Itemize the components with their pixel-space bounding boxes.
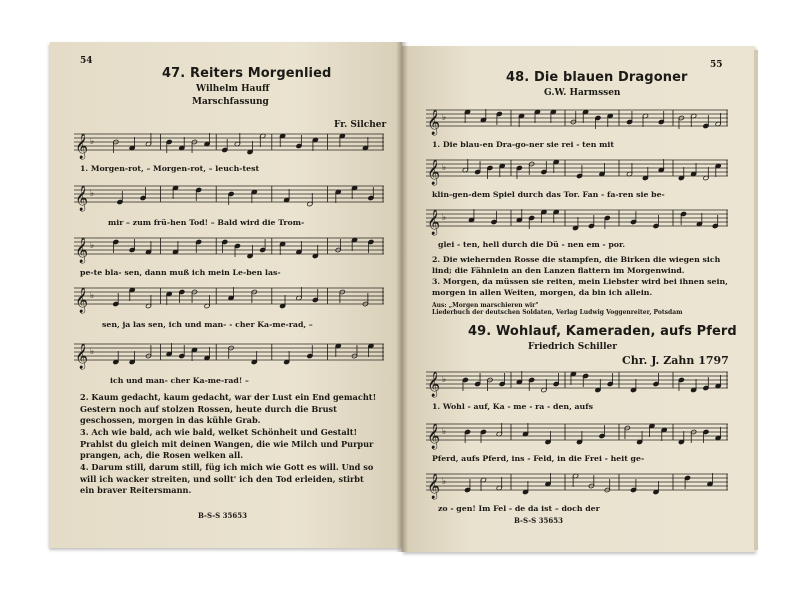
svg-text:♭: ♭	[442, 427, 447, 437]
page-footer: B-S-S 35653	[198, 511, 248, 520]
music-staff	[74, 338, 384, 368]
svg-text:𝄞: 𝄞	[75, 186, 89, 211]
verse-text: 3. Morgen, da müssen sie reiten, mein Liebster wird bei ihnen sein, morgen in allen Weiten, morgen, da bin ich allein.	[432, 277, 728, 297]
lyric-line: 1. Morgen-rot, – Morgen-rot, – leuch-test	[80, 164, 260, 173]
music-staff	[426, 468, 728, 498]
page-number: 55	[710, 60, 723, 70]
song-author: G.W. Harmssen	[544, 88, 621, 98]
song-title: 49. Wohlauf, Kameraden, aufs Pferd	[468, 324, 737, 339]
source-note: Aus: „Morgen marschieren wir"	[432, 302, 539, 309]
svg-text:♭: ♭	[90, 347, 95, 357]
right-page	[402, 46, 755, 552]
svg-text:𝄞: 𝄞	[75, 288, 89, 313]
page-number: 54	[80, 56, 93, 66]
svg-text:♭: ♭	[90, 137, 95, 147]
svg-text:𝄞: 𝄞	[427, 160, 441, 185]
verse-text: 2. Kaum gedacht, kaum gedacht, war der Lust ein End gemacht! Gestern noch auf stolzen Rossen, heute durch die Brust geschossen, morgen in das kühle Grab.	[80, 392, 377, 426]
svg-text:♭: ♭	[442, 163, 447, 173]
song-title: 48. Die blauen Dragoner	[506, 70, 688, 85]
music-staff	[426, 154, 728, 184]
svg-text:𝄞: 𝄞	[427, 424, 441, 449]
svg-text:𝄞: 𝄞	[75, 134, 89, 159]
music-staff	[74, 232, 384, 262]
lyric-line: 1. Wohl - auf, Ka - me - ra - den, aufs	[432, 402, 593, 411]
svg-text:𝄞: 𝄞	[427, 110, 441, 135]
verse-text: 4. Darum still, darum still, füg ich mich wie Gott es will. Und so will ich wacker streiten, und sollt' ich den Tod erleiden, stirbt ein braver Reitersmann.	[80, 462, 374, 496]
svg-text:♭: ♭	[90, 291, 95, 301]
svg-text:♭: ♭	[442, 477, 447, 487]
music-staff	[426, 366, 728, 396]
song-setting: Marschfassung	[192, 97, 269, 107]
page-edges	[754, 50, 758, 550]
svg-text:♭: ♭	[442, 375, 447, 385]
verse-text: 2. Die wiehernden Rosse die stampfen, die Birken die wiegen sich lind; die Fähnlein an den Lanzen flattern im Morgenwind.	[432, 255, 721, 275]
lyric-line: mir – zum frü-hen Tod! – Bald wird die Trom-	[108, 218, 305, 227]
lyric-line: sen, ja las sen, ich und man- - cher Ka-me-rad, –	[102, 320, 313, 329]
verse-text: 3. Ach wie bald, ach wie bald, welket Schönheit und Gestalt! Prahlst du gleich mit deinen Wangen, die wie Milch und Purpur prangen, ach, die Rosen welken all.	[80, 427, 374, 461]
svg-text:♭: ♭	[90, 241, 95, 251]
music-staff	[74, 282, 384, 312]
song-composer: Chr. J. Zahn 1797	[622, 354, 729, 367]
lyric-line: glei - ten, hell durch die Dü - nen em - por.	[438, 240, 626, 249]
svg-text:𝄞: 𝄞	[427, 210, 441, 235]
svg-text:𝄞: 𝄞	[75, 238, 89, 263]
music-staff	[426, 418, 728, 448]
music-staff	[426, 104, 728, 134]
open-songbook	[50, 42, 755, 554]
svg-text:𝄞: 𝄞	[427, 372, 441, 397]
song-title: 47. Reiters Morgenlied	[162, 66, 332, 81]
svg-text:♭: ♭	[90, 189, 95, 199]
svg-text:♭: ♭	[442, 213, 447, 223]
music-staff	[74, 180, 384, 210]
svg-text:𝄞: 𝄞	[75, 344, 89, 369]
music-staff	[74, 128, 384, 158]
book-spine	[396, 42, 408, 552]
music-staff	[426, 204, 728, 234]
svg-text:♭: ♭	[442, 113, 447, 123]
lyric-line: klin-gen-dem Spiel durch das Tor. Fan - fa-ren sie be-	[432, 190, 665, 199]
source-note: Liederbuch der deutschen Soldaten, Verlag Ludwig Voggenreiter, Potsdam	[432, 309, 683, 316]
song-author: Friedrich Schiller	[528, 342, 617, 352]
lyric-line: 1. Die blau-en Dra-go-ner sie rei - ten mit	[432, 140, 614, 149]
svg-text:𝄞: 𝄞	[427, 474, 441, 499]
left-page	[50, 42, 402, 548]
song-author: Wilhelm Hauff	[196, 84, 270, 94]
lyric-line: ich und man- cher Ka-me-rad! –	[110, 376, 249, 385]
lyric-line: Pferd, aufs Pferd, ins - Feld, in die Frei - heit ge-	[432, 454, 645, 463]
song-composer: Fr. Silcher	[334, 120, 387, 130]
page-footer: B-S-S 35653	[514, 516, 564, 525]
lyric-line: pe-te bla- sen, dann muß ich mein Le-ben las-	[80, 268, 281, 277]
lyric-line: zo - gen! Im Fel - de da ist – doch der	[438, 504, 600, 513]
